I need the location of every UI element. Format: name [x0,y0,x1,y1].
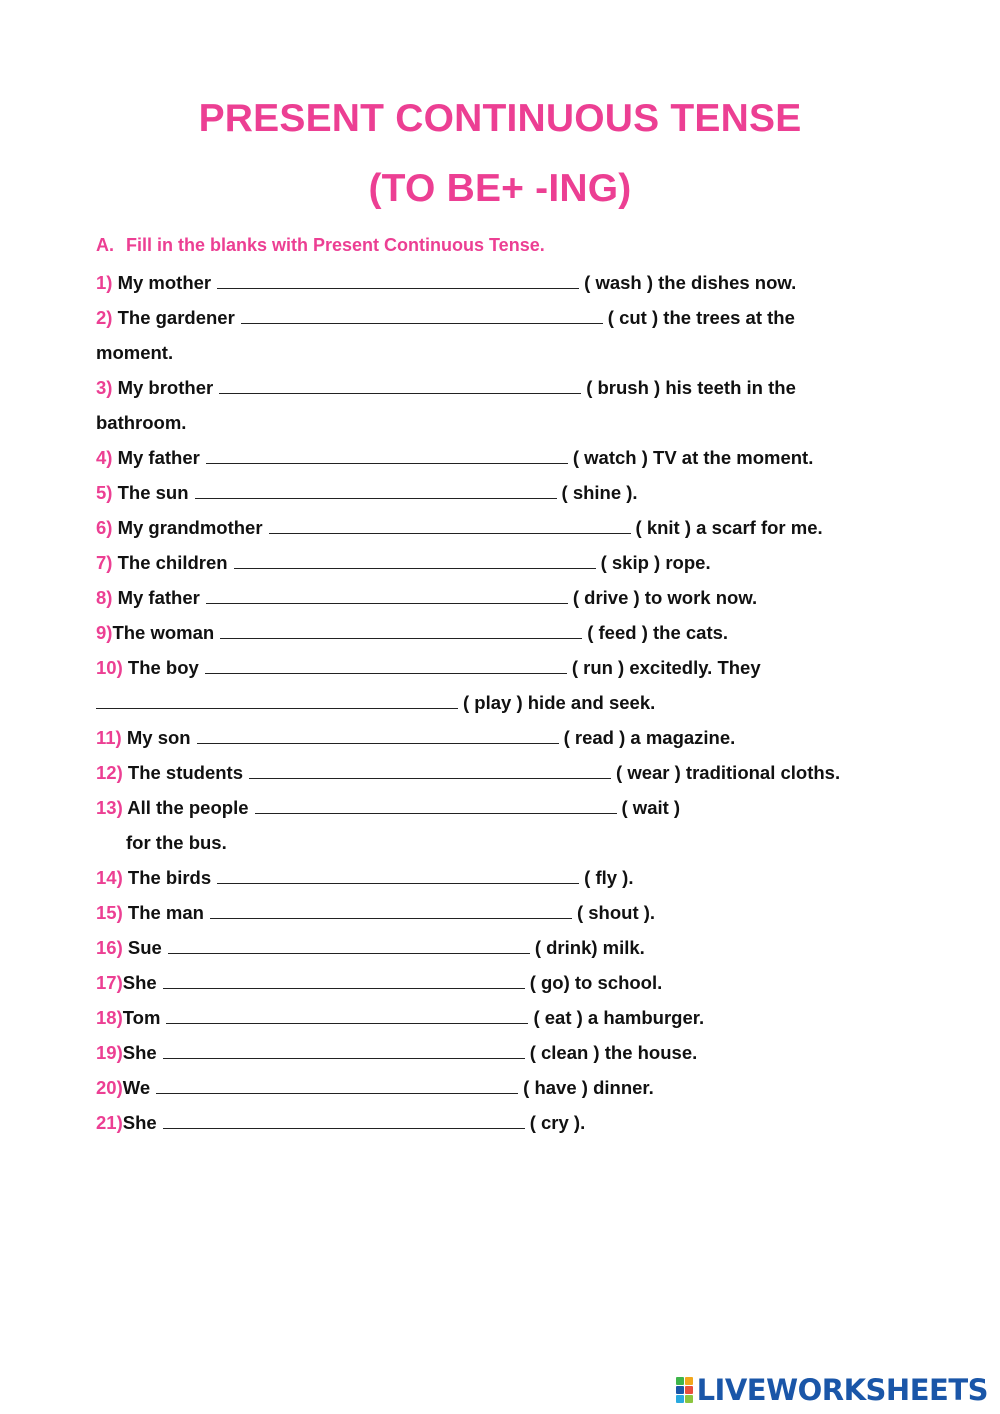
exercise-item [96,1040,916,1075]
exercise-text: for the bus. [126,832,227,853]
exercise-item [96,550,916,585]
exercise-hint: ( play ) hide and seek. [463,692,656,713]
logo-mark-icon [676,1377,693,1403]
exercise-subject: My brother [112,377,214,398]
exercise-item [96,1110,916,1145]
exercise-number: 12) [96,762,123,783]
exercise-number: 19) [96,1042,123,1063]
answer-blank[interactable] [163,1057,525,1059]
exercise-hint: ( watch ) TV at the moment. [572,447,814,468]
answer-blank[interactable] [205,672,567,674]
exercise-subject: We [122,1077,151,1098]
exercise-item [96,515,916,550]
logo-text: LIVEWORKSHEETS [696,1373,988,1407]
exercise-number: 18) [96,1007,123,1028]
exercise-continuation [96,830,916,865]
logo-square [676,1386,684,1394]
answer-blank[interactable] [249,777,611,779]
exercise-hint: ( have ) dinner. [523,1077,654,1098]
exercise-subject: Tom [122,1007,161,1028]
exercise-number: 1) [96,272,113,293]
exercise-text: moment. [96,342,174,363]
exercise-item [96,1075,916,1110]
exercise-item [96,935,916,970]
answer-blank[interactable] [210,917,572,919]
exercise-item [96,445,916,480]
exercise-hint: ( brush ) his teeth in the [586,377,796,398]
exercise-item [96,585,916,620]
exercise-item [96,1005,916,1040]
exercise-hint: ( wear ) traditional cloths. [616,762,841,783]
exercise-subject: My father [112,587,200,608]
exercise-number: 14) [96,867,123,888]
exercise-hint: ( feed ) the cats. [587,622,729,643]
exercise-subject: My father [112,447,200,468]
exercise-subject: The boy [122,657,199,678]
exercise-item [96,690,916,725]
exercise-continuation [96,410,916,445]
exercise-hint: ( skip ) rope. [600,552,711,573]
answer-blank[interactable] [163,987,525,989]
exercise-item [96,725,916,760]
answer-blank[interactable] [96,707,458,709]
exercise-number: 2) [96,307,113,328]
worksheet-subtitle: (TO BE+ -ING) [368,167,632,210]
answer-blank[interactable] [269,532,631,534]
exercise-hint: ( run ) excitedly. They [571,657,761,678]
exercise-number: 4) [96,447,113,468]
exercise-hint: ( cry ). [529,1112,586,1133]
exercise-subject: The woman [112,622,215,643]
exercise-number: 21) [96,1112,123,1133]
answer-blank[interactable] [255,812,617,814]
instruction-text: Fill in the blanks with Present Continuous Tense. [126,235,545,255]
exercise-item [96,760,916,795]
exercise-item [96,305,916,340]
exercise-hint: ( fly ). [584,867,634,888]
exercise-subject: The man [122,902,204,923]
answer-blank[interactable] [195,497,557,499]
exercise-item [96,795,916,830]
exercise-subject: My grandmother [112,517,263,538]
exercise-item [96,900,916,935]
exercise-item [96,270,916,305]
exercise-number: 11) [96,727,122,748]
exercise-number: 7) [96,552,113,573]
exercise-hint: ( wash ) the dishes now. [584,272,797,293]
exercise-continuation [96,340,916,375]
exercise-hint: ( drink) milk. [534,937,645,958]
exercise-text: bathroom. [96,412,187,433]
exercise-subject: All the people [122,797,249,818]
answer-blank[interactable] [206,462,568,464]
logo-square [685,1386,693,1394]
answer-blank[interactable] [156,1092,518,1094]
exercise-hint: ( cut ) the trees at the [607,307,795,328]
exercise-number: 3) [96,377,113,398]
worksheet-title: PRESENT CONTINUOUS TENSE [198,97,802,140]
answer-blank[interactable] [241,322,603,324]
instruction [96,235,545,256]
answer-blank[interactable] [168,952,530,954]
logo-square [685,1395,693,1403]
answer-blank[interactable] [217,882,579,884]
exercise-item [96,480,916,515]
exercise-subject: My son [121,727,191,748]
exercise-hint: ( drive ) to work now. [572,587,758,608]
exercise-list [96,270,916,1145]
exercise-number: 6) [96,517,113,538]
exercise-item [96,375,916,410]
exercise-item [96,620,916,655]
answer-blank[interactable] [219,392,581,394]
exercise-subject: The students [122,762,244,783]
logo-square [676,1377,684,1385]
exercise-hint: ( wait ) [621,797,681,818]
answer-blank[interactable] [217,287,579,289]
exercise-hint: ( knit ) a scarf for me. [635,517,823,538]
exercise-hint: ( read ) a magazine. [563,727,736,748]
exercise-hint: ( clean ) the house. [529,1042,698,1063]
exercise-hint: ( shout ). [576,902,656,923]
exercise-subject: She [122,1112,157,1133]
answer-blank[interactable] [234,567,596,569]
exercise-item [96,865,916,900]
exercise-hint: ( eat ) a hamburger. [533,1007,705,1028]
exercise-subject: The children [112,552,228,573]
exercise-subject: She [122,972,157,993]
exercise-number: 20) [96,1077,123,1098]
exercise-subject: She [122,1042,157,1063]
exercise-item [96,655,916,690]
exercise-subject: The sun [112,482,189,503]
exercise-hint: ( shine ). [561,482,638,503]
exercise-number: 8) [96,587,113,608]
exercise-number: 5) [96,482,113,503]
logo-square [676,1395,684,1403]
exercise-subject: My mother [112,272,212,293]
exercise-number: 9) [96,622,113,643]
exercise-number: 15) [96,902,123,923]
exercise-subject: The gardener [112,307,235,328]
exercise-hint: ( go) to school. [529,972,663,993]
logo-square [685,1377,693,1385]
answer-blank[interactable] [163,1127,525,1129]
exercise-item [96,970,916,1005]
exercise-number: 17) [96,972,123,993]
exercise-number: 16) [96,937,123,958]
answer-blank[interactable] [197,742,559,744]
answer-blank[interactable] [166,1022,528,1024]
section-letter: A. [96,235,114,255]
answer-blank[interactable] [220,637,582,639]
exercise-number: 10) [96,657,123,678]
exercise-subject: The birds [122,867,212,888]
liveworksheets-logo [676,1372,988,1408]
exercise-number: 13) [96,797,123,818]
answer-blank[interactable] [206,602,568,604]
exercise-subject: Sue [122,937,162,958]
